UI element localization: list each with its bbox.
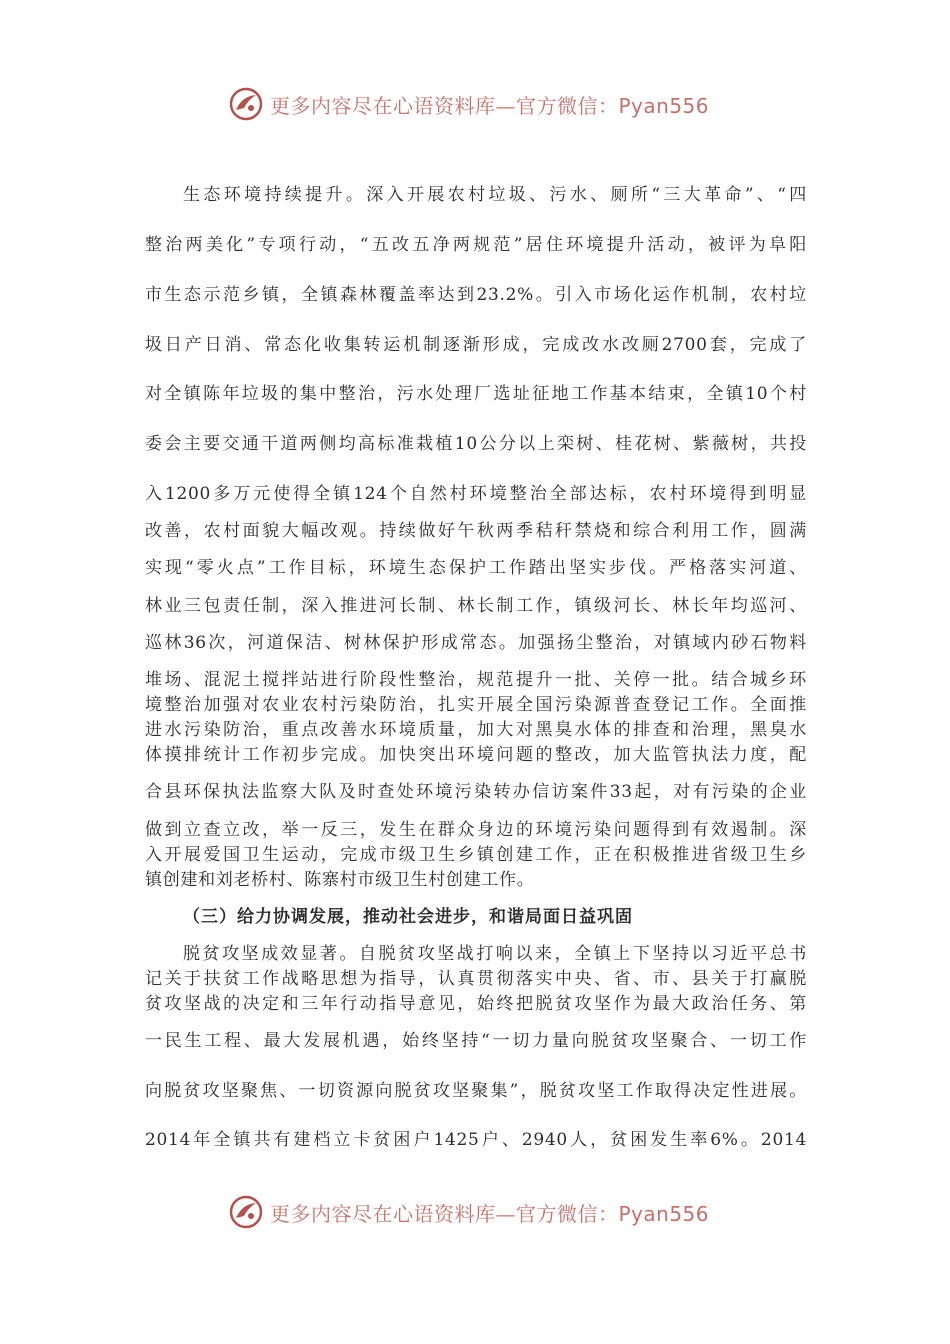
text-line: 境整治加强对农业农村污染防治，扎实开展全国污染源普查登记工作。全面推	[145, 695, 807, 715]
text-line: 圾日产日消、常态化收集转运机制逐渐形成，完成改水改厕2700套，完成了	[145, 335, 807, 355]
text-line: 入1200多万元使得全镇124个自然村环境整治全部达标，农村环境得到明显	[145, 484, 807, 504]
text-line: 合县环保执法监察大队及时查处环境污染转办信访案件33起，对有污染的企业	[145, 782, 807, 802]
text-line: 改善，农村面貌大幅改观。持续做好午秋两季秸秆禁烧和综合利用工作，圆满	[145, 521, 807, 541]
text-line: 贫攻坚战的决定和三年行动指导意见，始终把脱贫攻坚作为最大政治任务、第	[145, 994, 807, 1014]
text-line: 巡林36次，河道保洁、树林保护形成常态。加强扬尘整治，对镇域内砂石物料	[145, 633, 807, 653]
text-line: 一民生工程、最大发展机遇，始终坚持“一切力量向脱贫攻坚聚合、一切工作	[145, 1031, 807, 1051]
text-line: 向脱贫攻坚聚焦、一切资源向脱贫攻坚聚集”，脱贫攻坚工作取得决定性进展。	[145, 1081, 807, 1101]
text-line: 镇创建和刘老桥村、陈寨村市级卫生村创建工作。	[145, 870, 535, 890]
text-line: 做到立查立改，举一反三，发生在群众身边的环境污染问题得到有效遏制。深	[145, 820, 807, 840]
text-line: 实现“零火点”工作目标，环境生态保护工作踏出坚实步伐。严格落实河道、	[145, 558, 807, 578]
text-line: 林业三包责任制，深入推进河长制、林长制工作，镇级河长、林长年均巡河、	[145, 596, 807, 616]
text-line: 记关于扶贫工作战略思想为指导，认真贯彻落实中央、省、市、县关于打赢脱	[145, 969, 807, 989]
text-line: 脱贫攻坚成效显著。自脱贫攻坚战打响以来，全镇上下坚持以习近平总书	[183, 944, 807, 964]
logo-icon	[228, 1194, 264, 1230]
text-line: 对全镇陈年垃圾的集中整治，污水处理厂选址征地工作基本结束，全镇10个村	[145, 384, 807, 404]
text-line: 生态环境持续提升。深入开展农村垃圾、污水、厕所“三大革命”、“四	[183, 185, 807, 205]
text-line: 进水污染防治，重点改善水环境质量，加大对黑臭水体的排查和治理，黑臭水	[145, 720, 807, 740]
text-line: 市生态示范乡镇，全镇森林覆盖率达到23.2%。引入市场化运作机制，农村垃	[145, 285, 807, 305]
text-line: 入开展爱国卫生运动，完成市级卫生乡镇创建工作，正在积极推进省级卫生乡	[145, 845, 807, 865]
text-line: 体摸排统计工作初步完成。加快突出环境问题的整改，加大监管执法力度，配	[145, 745, 807, 765]
section-heading: （三）给力协调发展，推动社会进步，和谐局面日益巩固	[183, 907, 633, 927]
wechat-id: Pyan556	[618, 93, 710, 118]
footer-banner	[228, 1192, 709, 1232]
text-line: 堆场、混泥土搅拌站进行阶段性整治，规范提升一批、关停一批。结合城乡环	[145, 670, 807, 690]
wechat-id: Pyan556	[618, 1201, 710, 1226]
banner-text: 更多内容尽在心语资料库—官方微信：Pyan556	[270, 1201, 710, 1226]
text-line: 委会主要交通干道两侧均高标准栽植10公分以上栾树、桂花树、紫薇树，共投	[145, 434, 807, 454]
banner-text: 更多内容尽在心语资料库—官方微信：Pyan556	[270, 93, 710, 118]
text-line: 2014年全镇共有建档立卡贫困户1425户、2940人，贫困发生率6%。2014	[145, 1130, 807, 1150]
header-banner	[228, 84, 709, 124]
text-line: 整治两美化”专项行动，“五改五净两规范”居住环境提升活动，被评为阜阳	[145, 235, 807, 255]
logo-icon	[228, 86, 264, 122]
